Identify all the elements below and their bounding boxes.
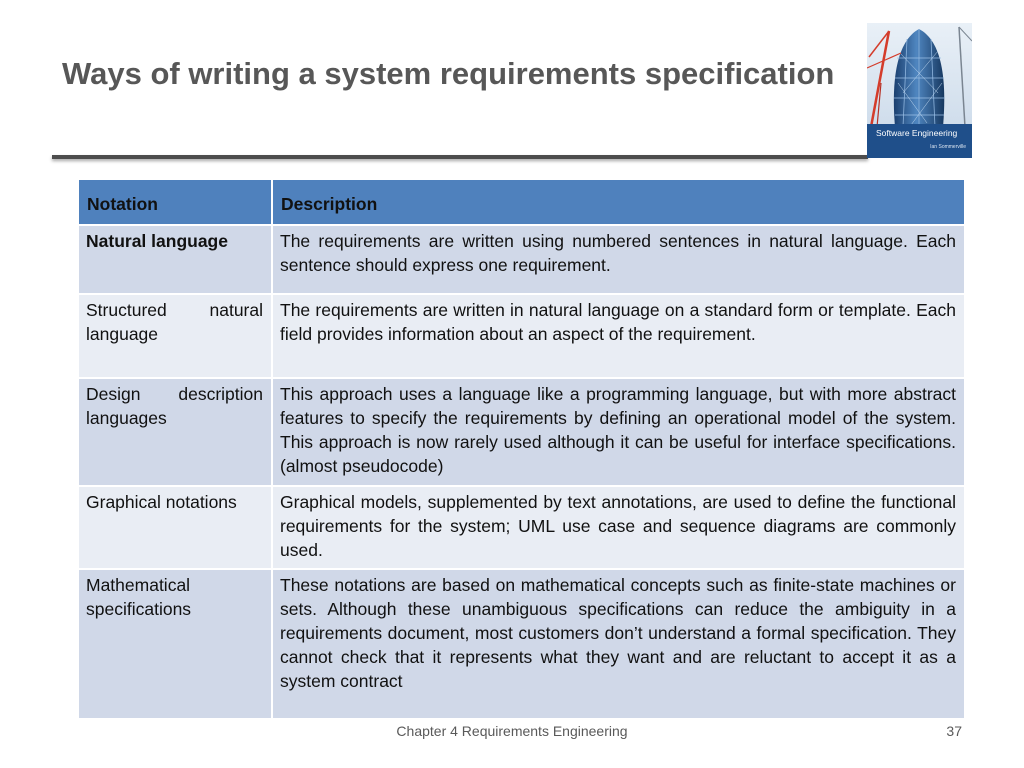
book-cover-title: Software Engineering [876,128,958,138]
notation-cell: Design description languages [78,378,272,486]
slide-footer: Chapter 4 Requirements Engineering [396,723,628,739]
description-cell: This approach uses a language like a programming language, but with more abstract features to specify the requirements by defining an operational model of the system. This approach is now rarely used although it can be useful for interface specifications. (almost pseudocode) [272,378,965,486]
notation-cell: Mathematical specifications [78,569,272,719]
table-row [78,225,965,294]
table-row [78,569,965,719]
table-row [78,486,965,569]
description-cell: The requirements are written using numbered sentences in natural language. Each sentence should express one requirement. [272,225,965,294]
notation-cell: Graphical notations [78,486,272,569]
book-cover-image [867,23,972,158]
table-header-row [78,179,965,225]
notation-cell: Structured natural language [78,294,272,378]
description-cell: These notations are based on mathematical concepts such as finite-state machines or sets. Although these unambiguous specifications can reduce the ambiguity in a requirements document, most customers don’t understand a formal specification. They cannot check that it represents what they want and are reluctant to accept it as a system contract [272,569,965,719]
table-row [78,294,965,378]
notation-column-header: Notation [78,179,272,225]
page-number: 37 [946,723,962,739]
book-cover-author: Ian Sommerville [930,144,966,150]
table-row [78,378,965,486]
description-column-header: Description [272,179,965,225]
notation-table [77,178,966,720]
description-cell: Graphical models, supplemented by text annotations, are used to define the functional requirements for the system; UML use case and sequence diagrams are commonly used. [272,486,965,569]
notation-cell: Natural language [78,225,272,294]
description-cell: The requirements are written in natural language on a standard form or template. Each field provides information about an aspect of the requirement. [272,294,965,378]
book-cover-caption [867,124,972,158]
slide-title: Ways of writing a system requirements specification [62,56,835,91]
title-underline [52,155,868,159]
